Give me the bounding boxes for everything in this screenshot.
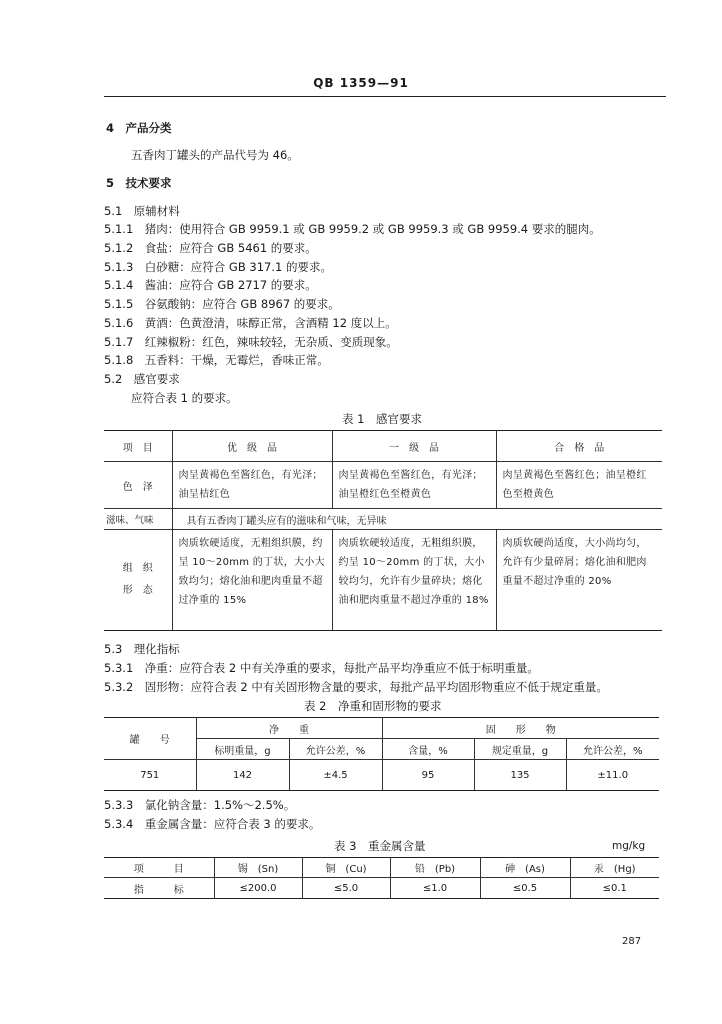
column-header: 砷 (As) <box>480 858 570 878</box>
table-header-row <box>104 431 662 462</box>
column-group-header: 净 重 <box>196 718 382 739</box>
item-5-3-3: 5.3.3 氯化钠含量：1.5%～2.5%。 <box>104 798 296 812</box>
table-cell: 751 <box>104 760 196 791</box>
table-cell: 肉质软硬较适度，无粗组织膜，约呈 10～20mm 的丁状，大小较均匀，允许有少量碎块；熔化油和肥肉重量不超过净重的 18% <box>338 538 489 606</box>
section-5-2-text: 应符合表 1 的要求。 <box>131 391 238 405</box>
column-header: 允许公差，% <box>566 739 659 760</box>
section-5-1-title: 5.1 原辅材料 <box>104 204 180 218</box>
table-cell: 95 <box>382 760 474 791</box>
section-5-title: 5 技术要求 <box>106 176 172 190</box>
item-5-3-1: 5.3.1 净重：应符合表 2 中有关净重的要求，每批产品平均净重应不低于标明重量。 <box>104 661 539 675</box>
item-5-1-4: 5.1.4 酱油：应符合 GB 2717 的要求。 <box>104 278 317 292</box>
item-5-1-7: 5.1.7 红辣椒粉：红色，辣味较轻，无杂质、变质现象。 <box>104 335 398 349</box>
table-cell: 肉呈黄褐色至酱红色；油呈橙红色至橙黄色 <box>502 470 647 500</box>
item-5-1-5: 5.1.5 谷氨酸钠：应符合 GB 8967 的要求。 <box>104 297 340 311</box>
page-number: 287 <box>622 936 642 947</box>
column-header: 罐 号 <box>104 718 196 760</box>
column-header: 一 级 品 <box>332 431 496 462</box>
section-5-2-title: 5.2 感官要求 <box>104 372 180 386</box>
standard-code: QB 1359—91 <box>313 76 409 90</box>
column-header: 优 级 品 <box>172 431 332 462</box>
item-5-1-3: 5.1.3 白砂糖：应符合 GB 317.1 的要求。 <box>104 260 332 274</box>
column-header: 含量，% <box>382 739 474 760</box>
table-row <box>104 462 662 509</box>
column-header: 项 目 <box>104 431 172 462</box>
table-3-unit: mg/kg <box>612 840 646 852</box>
column-header: 铜 (Cu) <box>302 858 390 878</box>
item-5-3-4: 5.3.4 重金属含量：应符合表 3 的要求。 <box>104 817 321 831</box>
table-cell: ≤0.1 <box>570 878 659 899</box>
table-cell: 135 <box>474 760 566 791</box>
item-5-1-8: 5.1.8 五香料：干燥，无霉烂，香味正常。 <box>104 353 329 367</box>
row-label: 组 织 形 态 <box>104 530 172 631</box>
item-5-3-2: 5.3.2 固形物：应符合表 2 中有关固形物含量的要求，每批产品平均固形物重应不低于规定重量。 <box>104 680 608 694</box>
table-cell: 肉呈黄褐色至酱红色，有光泽；油呈橙红色至橙黄色 <box>338 470 483 500</box>
table-1-caption: 表 1 感官要求 <box>342 412 422 426</box>
table-3-caption: 表 3 重金属含量 <box>334 839 426 853</box>
column-group-header: 固 形 物 <box>382 718 659 739</box>
table-row <box>104 878 659 899</box>
column-header: 铅 (Pb) <box>390 858 480 878</box>
column-header: 规定重量，g <box>474 739 566 760</box>
row-label: 滋味、气味 <box>104 509 172 530</box>
table-cell: 142 <box>196 760 289 791</box>
table-row <box>104 760 659 791</box>
item-5-1-1: 5.1.1 猪肉：使用符合 GB 9959.1 或 GB 9959.2 或 GB 9959.3 或 GB 9959.4 要求的腿肉。 <box>104 222 601 236</box>
table-cell: ≤200.0 <box>214 878 302 899</box>
row-label: 色 泽 <box>104 462 172 509</box>
column-header: 合 格 品 <box>496 431 662 462</box>
table-header-row <box>104 718 659 739</box>
net-weight-table <box>104 717 659 791</box>
column-header: 项 目 <box>104 858 214 878</box>
column-header: 标明重量，g <box>196 739 289 760</box>
column-header: 允许公差，% <box>289 739 382 760</box>
table-cell: ±4.5 <box>289 760 382 791</box>
section-5-3-title: 5.3 理化指标 <box>104 642 180 656</box>
table-cell: ≤0.5 <box>480 878 570 899</box>
table-cell: ≤5.0 <box>302 878 390 899</box>
table-row <box>104 509 662 530</box>
item-5-1-2: 5.1.2 食盐：应符合 GB 5461 的要求。 <box>104 241 317 255</box>
table-header-row <box>104 858 659 878</box>
section-4-text: 五香肉丁罐头的产品代号为 46。 <box>131 148 299 162</box>
section-4-title: 4 产品分类 <box>106 121 172 135</box>
heavy-metal-table <box>104 857 659 899</box>
table-cell: 肉质软硬适度，无粗组织膜，约呈 10～20mm 的丁状，大小大致均匀；熔化油和肥肉重量不超过净重的 15% <box>178 538 325 606</box>
merged-cell: 具有五香肉丁罐头应有的滋味和气味，无异味 <box>172 509 662 530</box>
header-rule <box>104 96 666 97</box>
table-cell: 肉质软硬尚适度，大小尚均匀，允许有少量碎屑；熔化油和肥肉重量不超过净重的 20% <box>502 538 647 587</box>
table-cell: ≤1.0 <box>390 878 480 899</box>
table-row <box>104 530 662 631</box>
item-5-1-6: 5.1.6 黄酒：色黄澄清，味醇正常，含酒精 12 度以上。 <box>104 316 397 330</box>
column-header: 锡 (Sn) <box>214 858 302 878</box>
column-header: 汞 (Hg) <box>570 858 659 878</box>
table-2-caption: 表 2 净重和固形物的要求 <box>304 699 442 713</box>
table-cell: 肉呈黄褐色至酱红色，有光泽；油呈桔红色 <box>178 470 323 500</box>
table-cell: ±11.0 <box>566 760 659 791</box>
sensory-table <box>104 430 662 631</box>
row-label: 指 标 <box>104 878 214 899</box>
